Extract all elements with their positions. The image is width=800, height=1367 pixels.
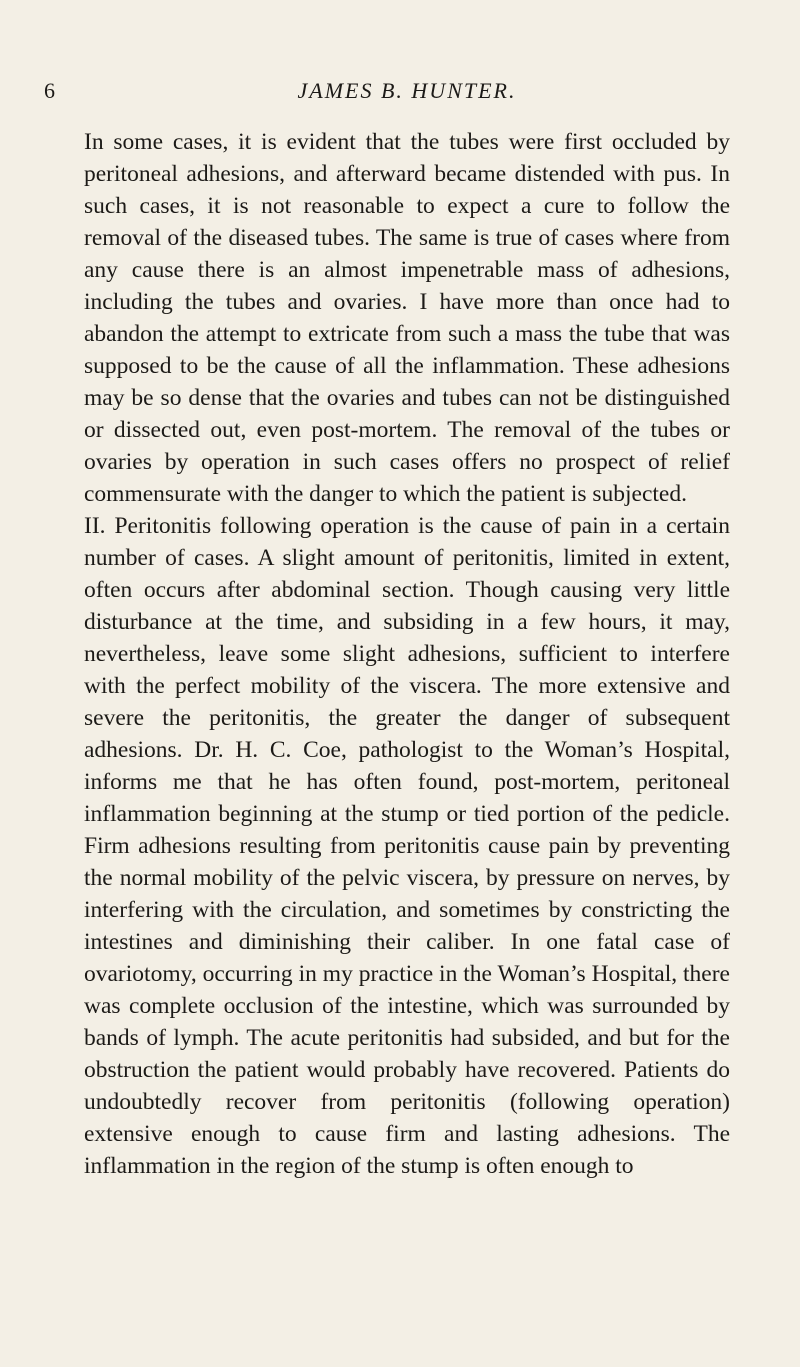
running-header [44,70,730,108]
running-title: JAMES B. HUNTER. [297,78,517,103]
page-number: 6 [44,78,56,103]
document-page [0,70,800,1367]
paragraph-2: II. Peritonitis following operation is the cause of pain in a certain number of cases. A slight amount of peritonitis, limited in extent, often occurs after abdominal section. Though causing very little disturbance at the time, and subsiding in a few hours, it may, nevertheless, leave some slight adhesions, sufficient to interfere with the perfect mobility of the viscera. The more extensive and severe the peritonitis, the greater the danger of subsequent adhesions. Dr. H. C. Coe, pathologist to the Woman’s Hospital, informs me that he has often found, post-mortem, peritoneal inflammation beginning at the stump or tied portion of the pedicle. Firm adhesions resulting from peritonitis cause pain by preventing the normal mobility of the pelvic viscera, by pressure on nerves, by interfering with the circulation, and sometimes by constricting the intestines and diminishing their caliber. In one fatal case of ovariotomy, occurring in my practice in the Woman’s Hospital, there was complete occlusion of the intestine, which was surrounded by bands of lymph. The acute peritonitis had subsided, and but for the obstruction the patient would probably have recovered. Patients do undoubtedly recover from peritonitis (following operation) extensive enough to cause firm and lasting adhesions. The inflammation in the region of the stump is often enough to [84,513,730,1179]
body-text [84,126,730,1182]
paragraph-1: In some cases, it is evident that the tubes were first occluded by peritoneal adhesions, and afterward became distended with pus. In such cases, it is not reasonable to expect a cure to follow the removal of the diseased tubes. The same is true of cases where from any cause there is an almost impenetrable mass of adhesions, including the tubes and ovaries. I have more than once had to abandon the attempt to extricate from such a mass the tube that was supposed to be the cause of all the inflammation. These adhesions may be so dense that the ovaries and tubes can not be distinguished or dissected out, even post-mortem. The removal of the tubes or ovaries by operation in such cases offers no prospect of relief commensurate with the danger to which the patient is subjected. [84,129,730,507]
